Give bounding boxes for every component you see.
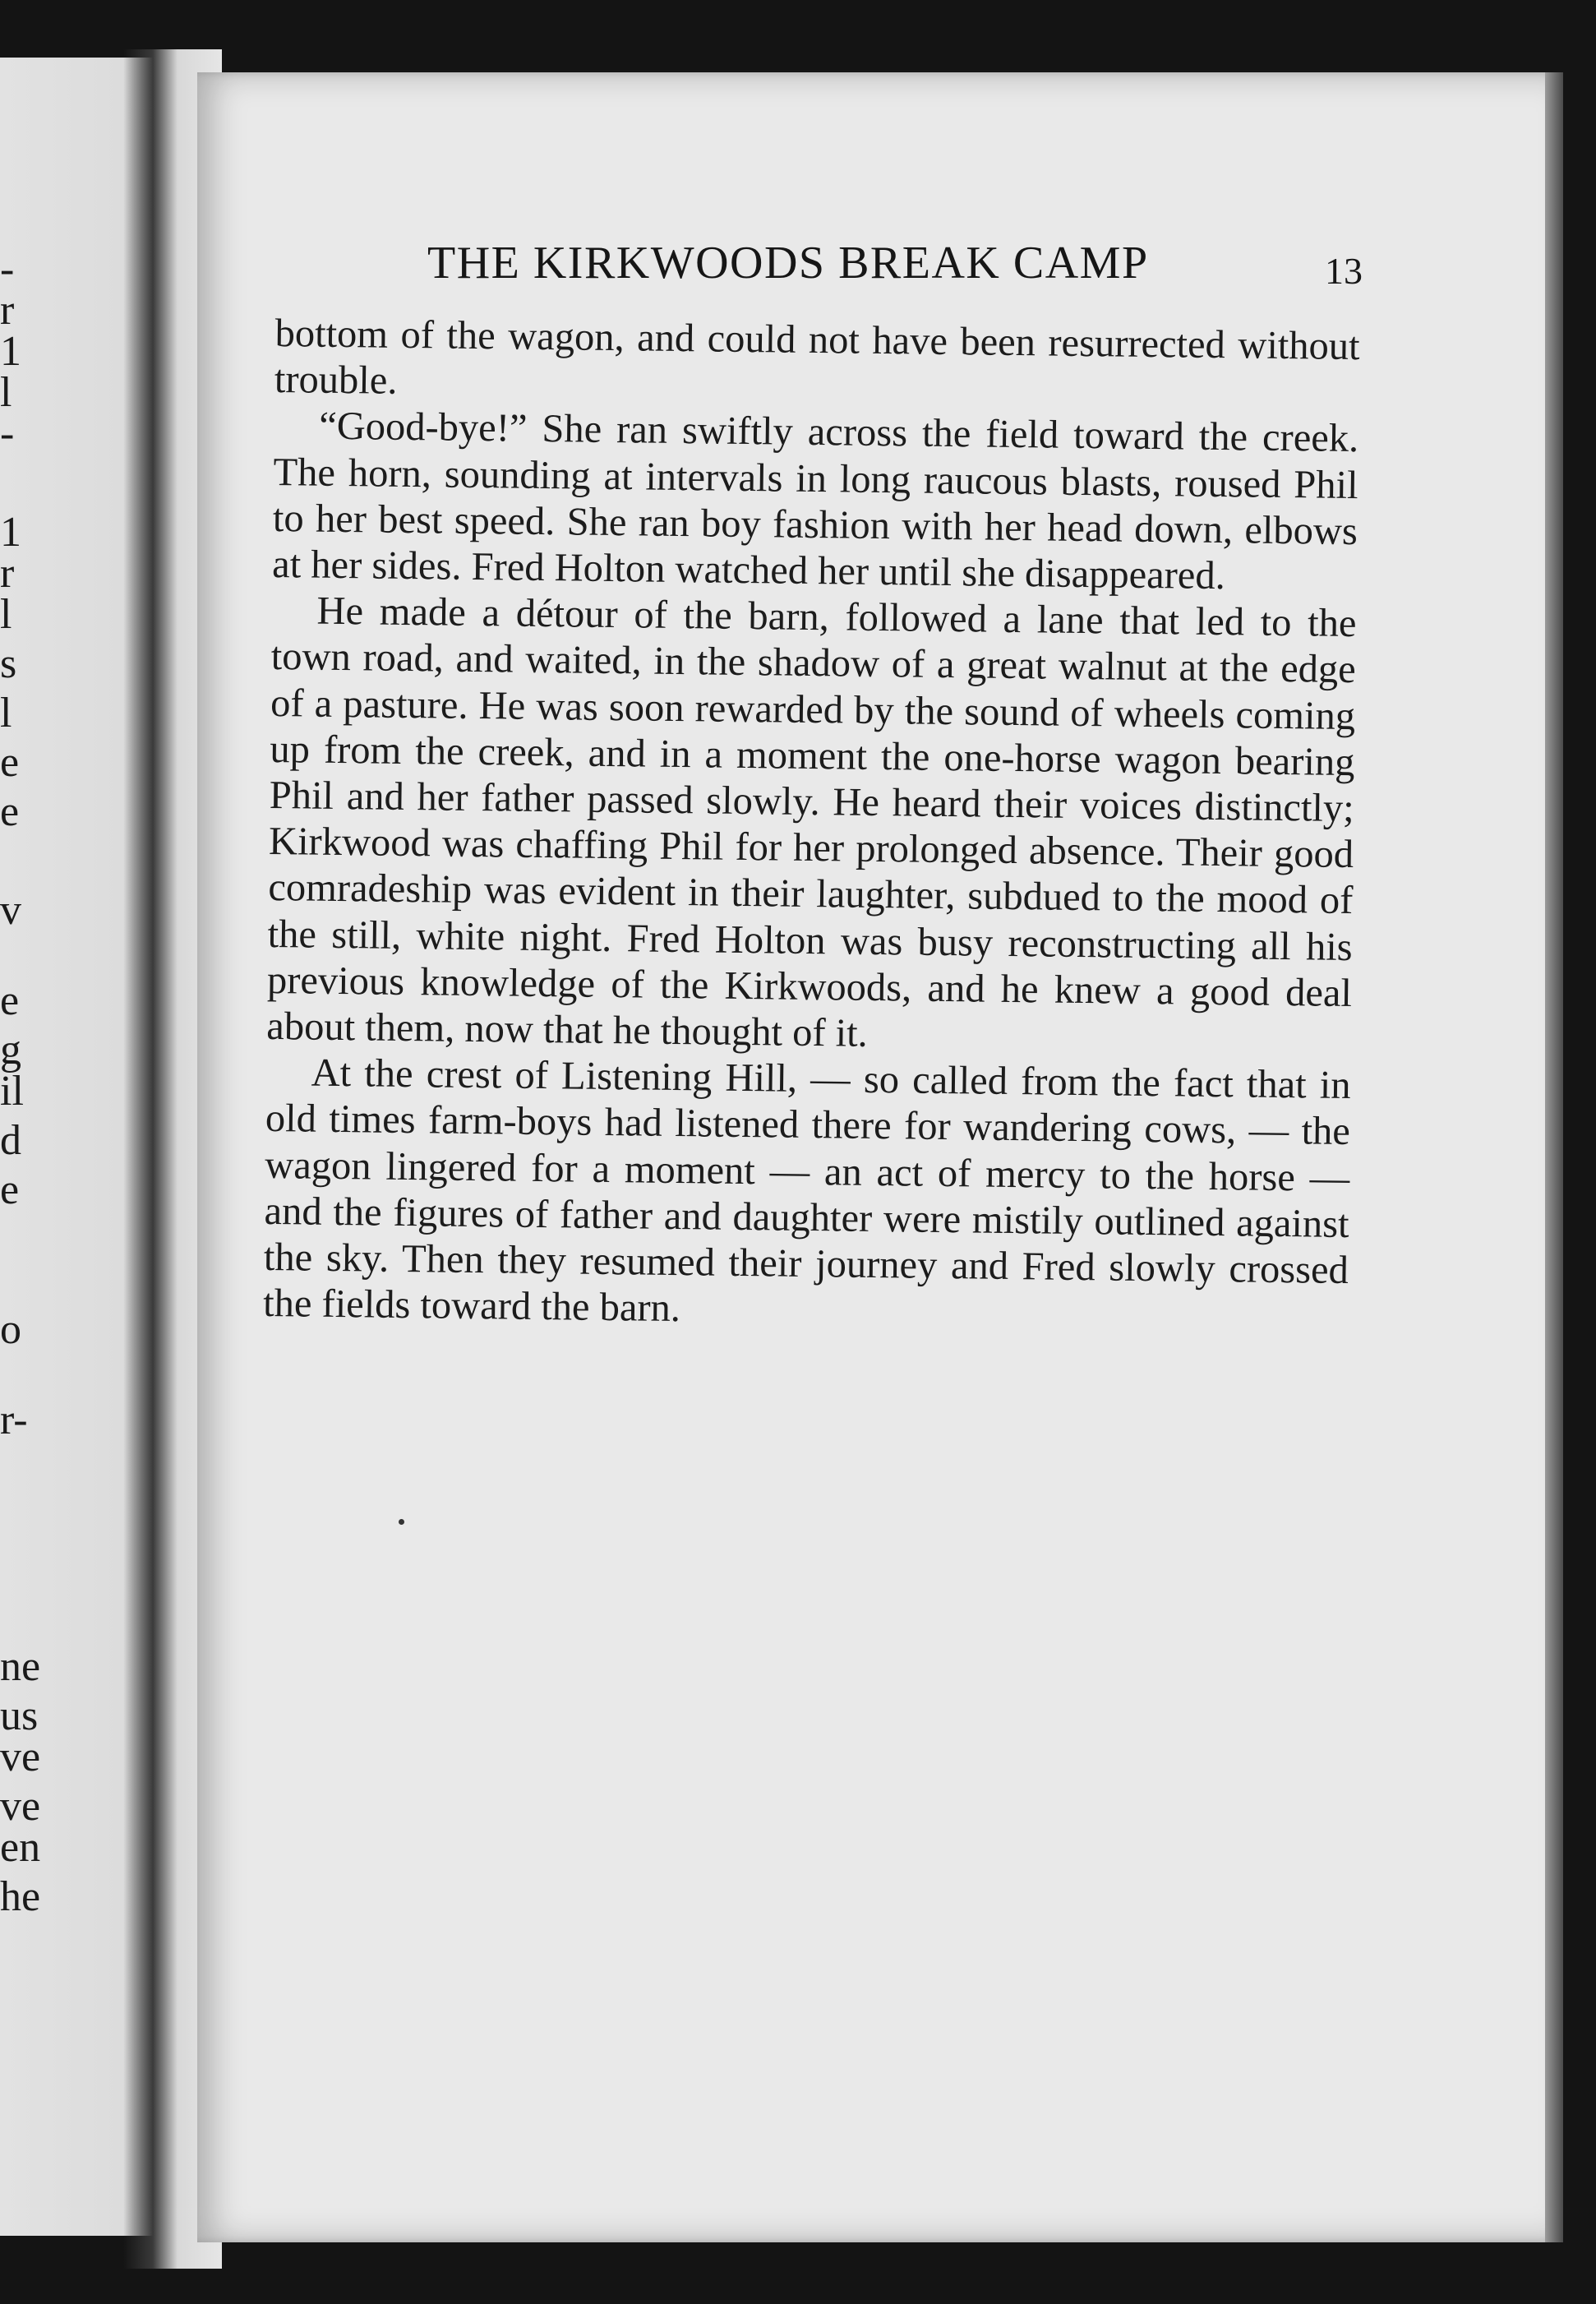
left-page-fragment: r	[0, 287, 15, 334]
left-page-fragment: d	[0, 1117, 21, 1164]
paragraph: “Good-bye!” She ran swiftly across the field toward the creek. The horn, sounding at intervals in long raucous blasts, roused Phil to her best speed. She ran boy fashion with her head down, elbows at her sides. Fred Holton watched her until she disappeared.	[271, 404, 1359, 598]
left-page-fragment: e	[0, 788, 20, 835]
left-page-fragment: he	[0, 1873, 41, 1920]
left-page-fragment: l	[0, 369, 12, 416]
left-page-fragment: e	[0, 739, 20, 786]
left-page-fragment: v	[0, 887, 21, 934]
left-page-fragment: s	[0, 640, 17, 687]
left-page-fragment: e	[0, 1166, 20, 1213]
paragraph: At the crest of Listening Hill, — so called from the fact that in old times farm-boys had listened there for wandering cows, — the wagon lingered for a moment — an act of mercy to the horse — and the figures of father and daughter were mistily outlined against the sky. Then they resumed their journey and Fred slowly crossed the fields toward the barn.	[262, 1050, 1351, 1331]
left-page-fragment: -	[0, 246, 15, 293]
left-page-fragment: r-	[0, 1397, 28, 1443]
page-edge	[1545, 72, 1563, 2242]
left-page-fragment: l	[0, 690, 12, 736]
paragraph: He made a détour of the barn, followed a lane that led to the town road, and waited, in the shadow of a great walnut at the edge of a pasture. He was soon rewarded by the sound of wheels coming up from the creek, and in a moment the one-horse wagon bearing Phil and her father passed slowly. He heard their voices distinctly; Kirkwood was chaffing Phil for her prolonged absence. Their good comradeship was evident in their laughter, subdued to the mood of the still, white night. Fred Holton was busy reconstructing all his previous knowledge of the Kirkwoods, and he knew a good deal about them, now that he thought of it.	[266, 589, 1357, 1055]
left-page-fragment: r	[0, 550, 15, 597]
left-page-fragment: l	[0, 591, 12, 638]
left-page-fragment: 1	[0, 509, 21, 556]
left-page-fragment: 1	[0, 328, 21, 375]
left-page-fragment: g	[0, 1027, 21, 1074]
paragraph: bottom of the wagon, and could not have been resurrected without trouble.	[274, 311, 1360, 404]
left-page-fragment: il	[0, 1068, 24, 1115]
left-page-fragment: -	[0, 410, 15, 457]
left-page-fragment: ve	[0, 1783, 41, 1830]
right-page	[197, 72, 1557, 2242]
body-text	[263, 311, 1360, 1341]
page-number: 13	[1325, 250, 1363, 292]
left-page-fragment: ne	[0, 1643, 41, 1690]
left-page-fragment: ve	[0, 1734, 41, 1780]
paper-speck	[399, 1519, 404, 1525]
left-page-fragment: us	[0, 1692, 39, 1739]
left-page-fragment: e	[0, 977, 20, 1024]
left-page-fragment: en	[0, 1824, 41, 1871]
left-page-fragment: o	[0, 1306, 21, 1353]
running-head: THE KIRKWOODS BREAK CAMP	[427, 238, 1149, 289]
